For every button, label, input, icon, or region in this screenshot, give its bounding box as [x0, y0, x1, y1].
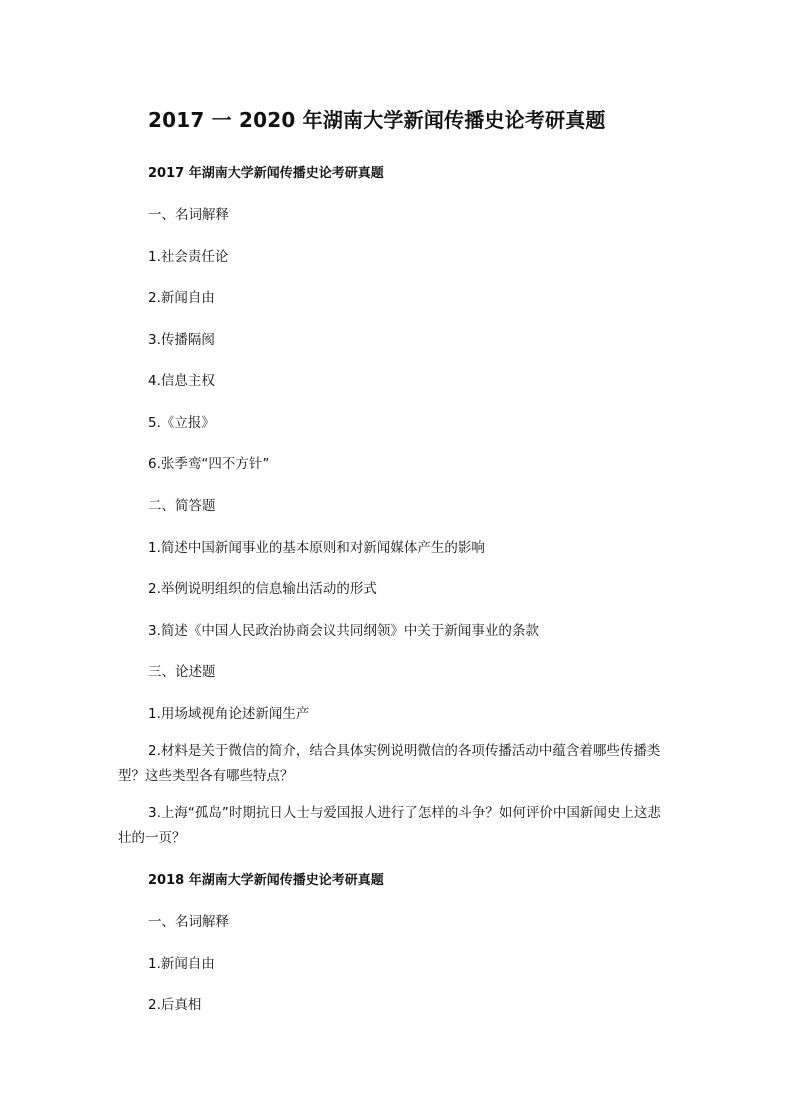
section-2017-part2-title: 二、简答题: [148, 498, 216, 514]
essay-item: 1.用场域视角论述新闻生产: [148, 706, 310, 722]
term-item: 2.新闻自由: [148, 290, 215, 306]
term-item: 6.张季鸾“四不方针”: [148, 456, 270, 472]
term-item: 5.《立报》: [148, 415, 215, 431]
short-answer-item: 3.简述《中国人民政治协商会议共同纲领》中关于新闻事业的条款: [148, 623, 539, 639]
short-answer-item: 1.简述中国新闻事业的基本原则和对新闻媒体产生的影响: [148, 540, 485, 556]
essay-item: 3.上海“孤岛”时期抗日人士与爱国报人进行了怎样的斗争？如何评价中国新闻史上这悲壮的一页？: [118, 805, 661, 846]
essay-item: 2.材料是关于微信的简介，结合具体实例说明微信的各项传播活动中蕴含着哪些传播类型？这些类型各有哪些特点？: [118, 743, 661, 784]
term-item: 4.信息主权: [148, 373, 215, 389]
short-answer-item: 2.举例说明组织的信息输出活动的形式: [148, 581, 377, 597]
section-2017-part3-title: 三、论述题: [148, 664, 216, 680]
section-2017-heading: 2017 年湖南大学新闻传播史论考研真题: [148, 166, 384, 181]
section-2018-part1-title: 一、名词解释: [148, 914, 229, 930]
term-item: 3.传播隔阂: [148, 332, 215, 348]
document-title: 2017 一 2020 年湖南大学新闻传播史论考研真题: [148, 108, 606, 132]
section-2018-heading: 2018 年湖南大学新闻传播史论考研真题: [148, 873, 384, 888]
section-2017-part1-title: 一、名词解释: [148, 207, 229, 223]
term-item: 1.社会责任论: [148, 249, 229, 265]
term-item: 1.新闻自由: [148, 956, 215, 972]
term-item: 2.后真相: [148, 997, 202, 1013]
